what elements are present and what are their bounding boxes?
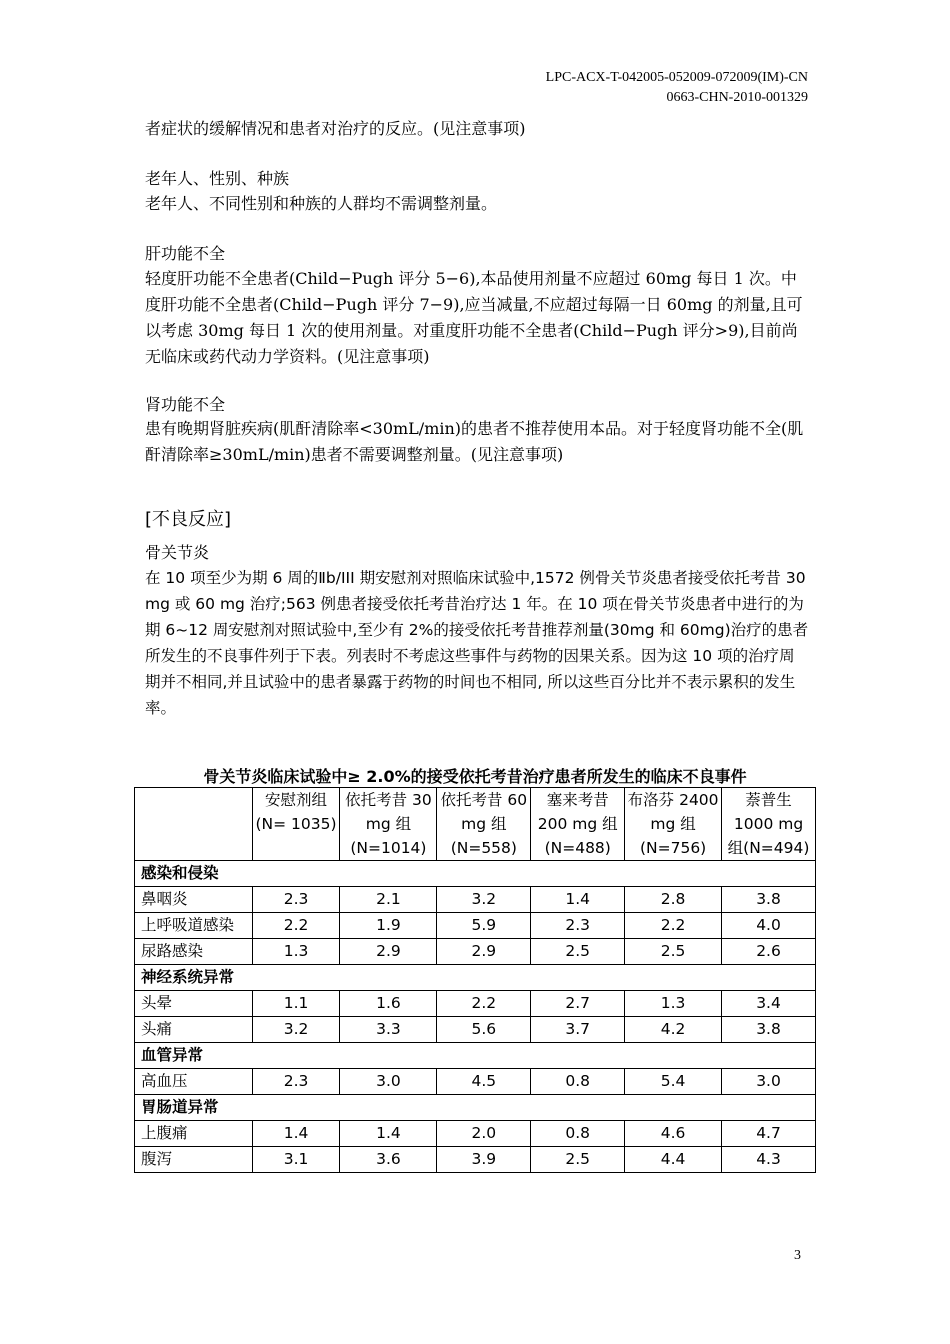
column-header: 依托考昔 60 mg 组(N=558) — [437, 788, 531, 861]
osteoarthritis-paragraph: 在 10 项至少为期 6 周的Ⅱb/III 期安慰剂对照临床试验中,1572 例骨关节炎患者接受依托考昔 30 mg 或 60 mg 治疗;563 例患者接受依托考昔治疗达 1 年。在 10 项在骨关节炎患者中进行的为期 6~12 周安慰剂对照试验中,至少有 2%的接受依托考昔推荐剂量(30mg 和 60mg)治疗的患者所发生的不良事件列于下表。列表时不考虑这些事件与药物的因果关系。因为这 10 项的治疗周期并不相同,并且试验中的患者暴露于药物的时间也不相同, 所以这些百分比并不表示累积的发生率。 — [145, 569, 809, 717]
table-cell: 3.7 — [531, 1017, 625, 1043]
hepatic-paragraph: 轻度肝功能不全患者(Child−Pugh 评分 5−6),本品使用剂量不应超过 60mg 每日 1 次。中度肝功能不全患者(Child−Pugh 评分 7−9),应当减量,不应超过每隔一日 60mg 的剂量,且可以考虑 30mg 每日 1 次的使用剂量。对重度肝功能不全患者(Child−Pugh 评分>9),目前尚无临床或药代动力学资料。(见注意事项) — [145, 269, 803, 366]
column-header: 萘普生 1000 mg 组(N=494) — [722, 788, 816, 861]
table-row — [135, 1121, 816, 1147]
event-label: 上腹痛 — [135, 1121, 253, 1147]
event-label: 高血压 — [135, 1069, 253, 1095]
table-cell: 4.4 — [625, 1147, 722, 1173]
table-cell: 4.2 — [625, 1017, 722, 1043]
table-cell: 2.5 — [531, 1147, 625, 1173]
event-label: 鼻咽炎 — [135, 887, 253, 913]
category-label: 胃肠道异常 — [135, 1095, 816, 1121]
event-label: 尿路感染 — [135, 939, 253, 965]
table-cell: 2.2 — [625, 913, 722, 939]
table-cell: 1.3 — [625, 991, 722, 1017]
page-number: 3 — [794, 1248, 801, 1263]
table-cell: 0.8 — [531, 1121, 625, 1147]
header-empty-cell — [135, 788, 253, 861]
column-header: 安慰剂组(N= 1035) — [252, 788, 340, 861]
table-cell: 2.9 — [437, 939, 531, 965]
table-cell: 3.4 — [722, 991, 816, 1017]
table-cell: 2.0 — [437, 1121, 531, 1147]
table-cell: 0.8 — [531, 1069, 625, 1095]
table-cell: 2.3 — [252, 1069, 340, 1095]
table-title: 骨关节炎临床试验中≥ 2.0%的接受依托考昔治疗患者所发生的临床不良事件 — [203, 767, 747, 786]
table-cell: 3.1 — [252, 1147, 340, 1173]
osteoarthritis-subtitle: 骨关节炎 — [145, 543, 210, 562]
table-cell: 5.9 — [437, 913, 531, 939]
table-cell: 1.4 — [252, 1121, 340, 1147]
document-code — [546, 68, 808, 108]
table-cell: 4.3 — [722, 1147, 816, 1173]
table-cell: 4.5 — [437, 1069, 531, 1095]
table-cell: 3.2 — [252, 1017, 340, 1043]
table-cell: 2.8 — [625, 887, 722, 913]
renal-subtitle: 肾功能不全 — [145, 395, 226, 414]
category-label: 神经系统异常 — [135, 965, 816, 991]
table-row — [135, 939, 816, 965]
table-cell: 2.2 — [437, 991, 531, 1017]
category-label: 血管异常 — [135, 1043, 816, 1069]
event-label: 腹泻 — [135, 1147, 253, 1173]
table-category-row — [135, 1043, 816, 1069]
table-cell: 1.6 — [340, 991, 437, 1017]
table-cell: 4.7 — [722, 1121, 816, 1147]
continued-paragraph: 者症状的缓解情况和患者对治疗的反应。(见注意事项) — [145, 119, 526, 138]
table-cell: 2.2 — [252, 913, 340, 939]
table-row — [135, 991, 816, 1017]
elderly-subtitle: 老年人、性别、种族 — [145, 169, 290, 188]
table-cell: 1.9 — [340, 913, 437, 939]
adverse-events-table — [134, 787, 816, 1173]
table-cell: 3.3 — [340, 1017, 437, 1043]
table-row — [135, 1017, 816, 1043]
column-header: 依托考昔 30 mg 组(N=1014) — [340, 788, 437, 861]
table-body — [135, 861, 816, 1173]
adverse-reactions-heading: [不良反应] — [145, 509, 232, 530]
table-cell: 1.1 — [252, 991, 340, 1017]
table-row — [135, 887, 816, 913]
hepatic-subtitle: 肝功能不全 — [145, 244, 226, 263]
table-category-row — [135, 1095, 816, 1121]
table-cell: 3.0 — [340, 1069, 437, 1095]
table-cell: 2.3 — [252, 887, 340, 913]
elderly-paragraph: 老年人、不同性别和种族的人群均不需调整剂量。 — [145, 194, 498, 213]
column-header: 布洛芬 2400 mg 组(N=756) — [625, 788, 722, 861]
table-cell: 3.6 — [340, 1147, 437, 1173]
table-cell: 2.5 — [625, 939, 722, 965]
table-row — [135, 1069, 816, 1095]
table-cell: 4.6 — [625, 1121, 722, 1147]
table-cell: 2.5 — [531, 939, 625, 965]
event-label: 头晕 — [135, 991, 253, 1017]
table-cell: 3.8 — [722, 887, 816, 913]
table-cell: 1.3 — [252, 939, 340, 965]
table-cell: 5.6 — [437, 1017, 531, 1043]
table-cell: 4.0 — [722, 913, 816, 939]
category-label: 感染和侵染 — [135, 861, 816, 887]
event-label: 上呼吸道感染 — [135, 913, 253, 939]
table-category-row — [135, 861, 816, 887]
table-cell: 2.7 — [531, 991, 625, 1017]
table-cell: 2.3 — [531, 913, 625, 939]
table-cell: 2.1 — [340, 887, 437, 913]
table-cell: 3.2 — [437, 887, 531, 913]
table-cell: 3.0 — [722, 1069, 816, 1095]
table-cell: 5.4 — [625, 1069, 722, 1095]
table-cell: 3.8 — [722, 1017, 816, 1043]
table-category-row — [135, 965, 816, 991]
table-row — [135, 913, 816, 939]
event-label: 头痛 — [135, 1017, 253, 1043]
table-header-row — [135, 788, 816, 861]
table-cell: 2.9 — [340, 939, 437, 965]
document-code-line2: 0663-CHN-2010-001329 — [666, 90, 808, 105]
table-cell: 1.4 — [531, 887, 625, 913]
table-cell: 3.9 — [437, 1147, 531, 1173]
table-cell: 2.6 — [722, 939, 816, 965]
table-row — [135, 1147, 816, 1173]
renal-paragraph: 患有晚期肾脏疾病(肌酐清除率<30mL/min)的患者不推荐使用本品。对于轻度肾功能不全(肌酐清除率≥30mL/min)患者不需要调整剂量。(见注意事项) — [145, 419, 804, 464]
column-header: 塞来考昔 200 mg 组(N=488) — [531, 788, 625, 861]
document-code-line1: LPC-ACX-T-042005-052009-072009(IM)-CN — [545, 70, 808, 85]
table-cell: 1.4 — [340, 1121, 437, 1147]
